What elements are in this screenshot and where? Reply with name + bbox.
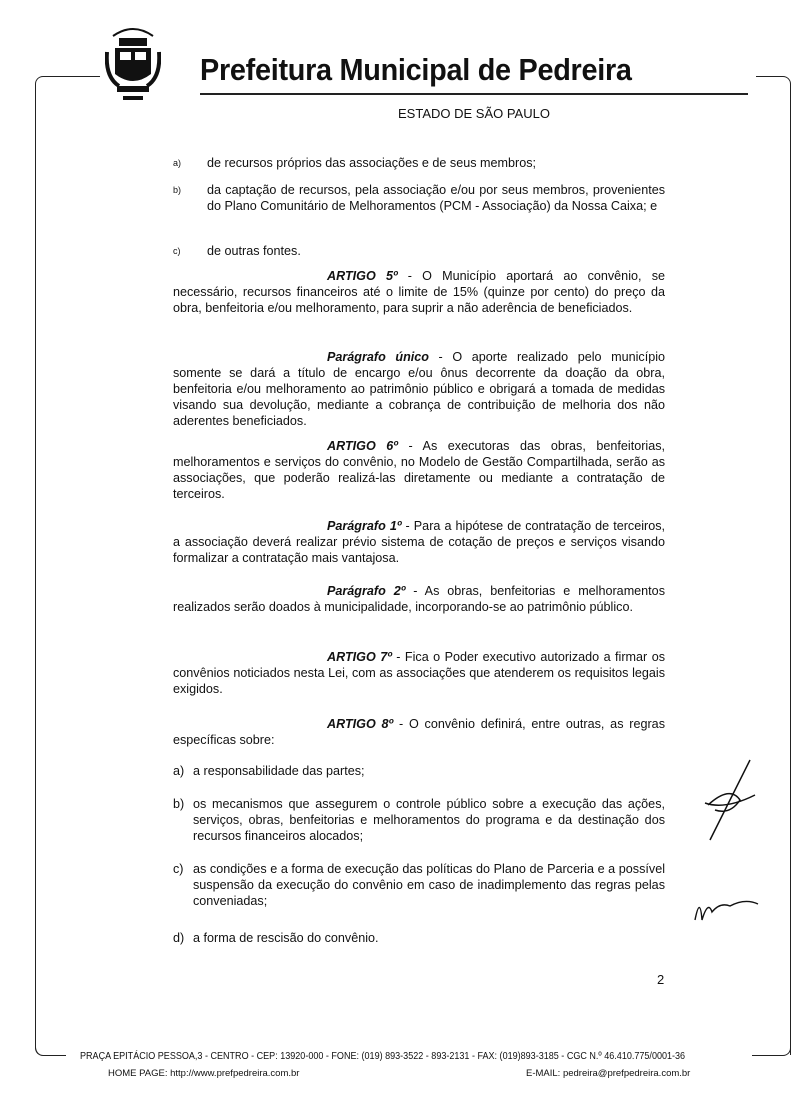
letterhead-title: Prefeitura Municipal de Pedreira (200, 52, 632, 87)
frame-bottom-right (752, 1040, 791, 1056)
article-5: ARTIGO 5º - O Município aportará ao convênio, se necessário, recursos financeiros até o limite de 15% (quinze por cento) do preço da obra, benfeitoria e/ou melhoramento, para suprir a não aderência de beneficiados. (173, 269, 665, 315)
paragraph-unico: Parágrafo único - O aporte realizado pelo município somente se dará a título de encargo e/ou ônus decorrente da doação da obra, benfeitoria e/ou melhoramento ao patrimônio público e obrigará a tomada de medidas visando sua devolução, mediante a cobrança de contribuição de melhoria dos não aderentes beneficiados. (173, 350, 665, 428)
title-underline (200, 93, 748, 95)
frame-right (756, 76, 791, 1055)
frame-bottom-left (35, 1040, 66, 1056)
list-item: a) a responsabilidade das partes; (173, 764, 365, 778)
frame-left (35, 76, 100, 1055)
article-6: ARTIGO 6º - As executoras das obras, benfeitorias, melhoramentos e serviços do convênio, no Modelo de Gestão Compartilhada, serão as associações, que poderão realizá-las diretamente ou mediante a contratação de terceiros. (173, 439, 665, 501)
paragraph-1: Parágrafo 1º - Para a hipótese de contratação de terceiros, a associação deverá realizar prévio sistema de cotação de preços e serviços visando formalizar a contratação mais vantajosa. (173, 519, 665, 565)
letterhead-subtitle: ESTADO DE SÃO PAULO (398, 106, 550, 121)
page-number: 2 (657, 972, 665, 987)
list-item: a) de recursos próprios das associações e de seus membros; (173, 156, 536, 170)
initials-mark (690, 890, 760, 930)
footer-home-page: HOME PAGE: http://www.prefpedreira.com.br (108, 1068, 300, 1079)
list-item: c) de outras fontes. (173, 244, 301, 258)
article-8: ARTIGO 8º - O convênio definirá, entre outras, as regras específicas sobre: (173, 717, 665, 747)
list-item: b) da captação de recursos, pela associação e/ou por seus membros, provenientes do Plano Comunitário de Melhoramentos (PCM - Associação) da Nossa Caixa; e (173, 183, 665, 213)
article-7: ARTIGO 7º - Fica o Poder executivo autorizado a firmar os convênios noticiados nesta Lei, com as associações que atenderem os requisitos legais exigidos. (173, 650, 665, 696)
list-item: c) as condições e a forma de execução das políticas do Plano de Parceria e a possível suspensão da execução do convênio em caso de inadimplemento das regras pelas conveniadas; (173, 862, 665, 908)
list-item: d) a forma de rescisão do convênio. (173, 931, 379, 945)
signature-mark (700, 755, 760, 845)
paragraph-2: Parágrafo 2º - As obras, benfeitorias e melhoramentos realizados serão doados à municipalidade, incorporando-se ao patrimônio público. (173, 584, 665, 614)
coat-of-arms-logo (105, 22, 161, 104)
footer-address: PRAÇA EPITÁCIO PESSOA,3 - CENTRO - CEP: 13920-000 - FONE: (019) 893-3522 - 893-2131 - FAX: (019)893-3185 - CGC N.º 46.410.775/0001-36 (80, 1050, 686, 1062)
footer-email: E-MAIL: pedreira@prefpedreira.com.br (526, 1068, 691, 1079)
list-item: b) os mecanismos que assegurem o controle público sobre a execução das ações, serviços, obras, benfeitorias e melhoramentos do programa e da destinação dos recursos financeiros alocados; (173, 797, 665, 843)
